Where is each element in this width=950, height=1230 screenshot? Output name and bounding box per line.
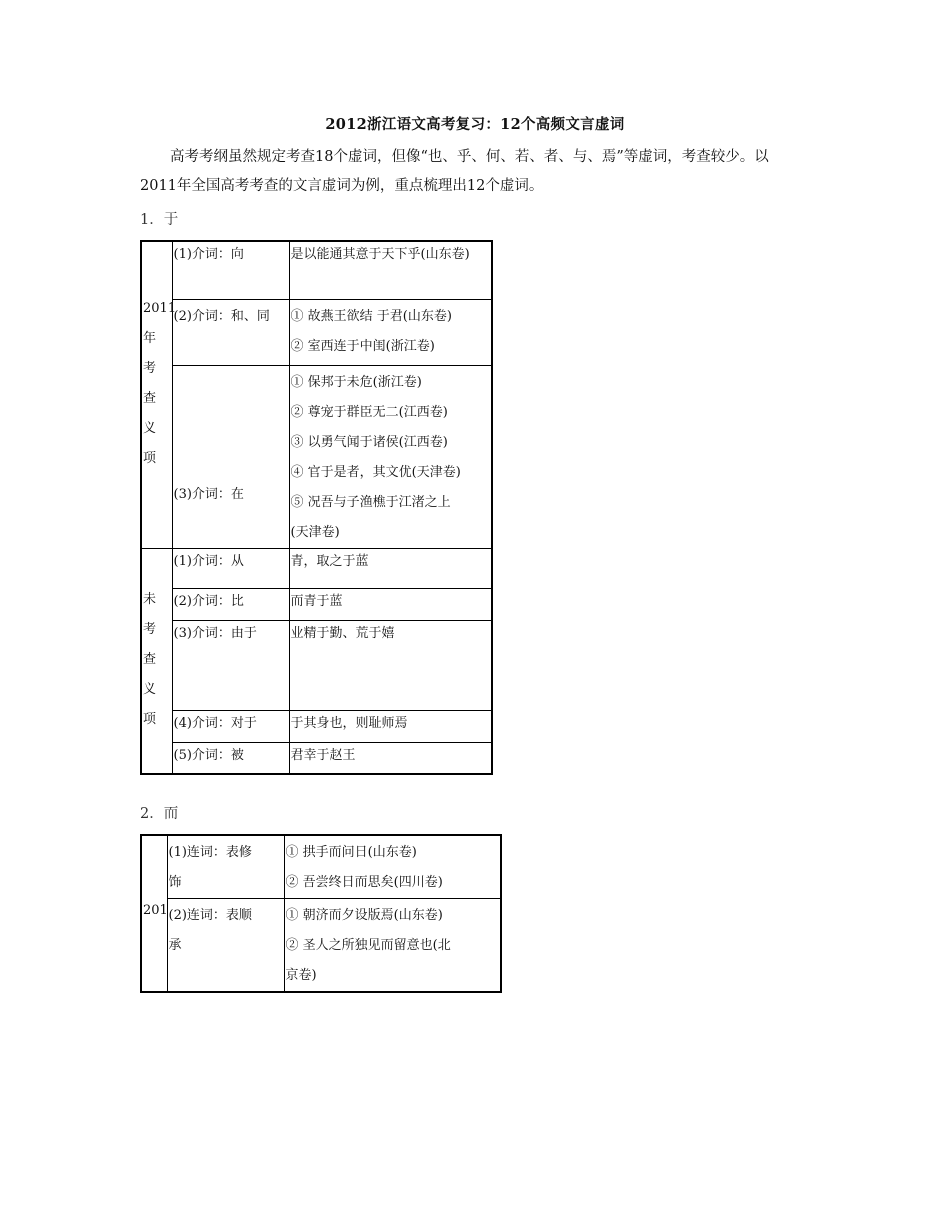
table-row <box>141 241 492 299</box>
group-label-untested: 未 考 查 义 项 <box>141 548 172 774</box>
example-cell: 青，取之于蓝 <box>289 548 492 588</box>
usage-cell: (3)介词：由于 <box>172 620 289 710</box>
usage-cell: (1)介词：从 <box>172 548 289 588</box>
table-yu <box>140 240 493 775</box>
table-row <box>141 548 492 588</box>
document-title: 2012浙江语文高考复习：12个高频文言虚词 <box>325 116 625 133</box>
example-cell: ① 朝济而夕设版焉(山东卷) ② 圣人之所独见而留意也(北 京卷) <box>284 899 501 993</box>
usage-cell: (4)介词：对于 <box>172 710 289 742</box>
usage-cell: (5)介词：被 <box>172 742 289 774</box>
usage-cell: (1)连词：表修 饰 <box>167 835 284 899</box>
example-cell: ① 保邦于未危(浙江卷) ② 尊宠于群臣无二(江西卷) ③ 以勇气闻于诸侯(江西卷) ④ 官于是者，其文优(天津卷) ⑤ 况吾与子渔樵于江渚之上 (天津卷) <box>289 365 492 548</box>
example-cell: 于其身也，则耻师焉 <box>289 710 492 742</box>
example-cell: ① 故燕王欲结 于君(山东卷) ② 室西连于中闺(浙江卷) <box>289 299 492 365</box>
section-heading-er: 2．而 <box>140 806 179 822</box>
table-row <box>141 835 501 899</box>
group-label-er: 201 <box>141 835 167 992</box>
example-cell: 是以能通其意于天下乎(山东卷) <box>289 241 492 299</box>
table-row <box>141 299 492 365</box>
intro-paragraph: 高考考纲虽然规定考查18个虚词，但像“也、乎、何、若、者、与、焉”等虚词，考查较少。以2011年全国高考考查的文言虚词为例，重点梳理出12个虚词。 <box>140 149 769 194</box>
usage-cell: (2)介词：和、同 <box>172 299 289 365</box>
table-row <box>141 588 492 620</box>
example-cell: 业精于勤、荒于嬉 <box>289 620 492 710</box>
example-cell: 君幸于赵王 <box>289 742 492 774</box>
section-heading-yu: 1．于 <box>140 212 179 228</box>
usage-cell: (3)介词：在 <box>172 365 289 548</box>
table-row <box>141 365 492 548</box>
group-label-tested: 2011 年 考 查 义 项 <box>141 241 172 548</box>
table-er <box>140 834 502 993</box>
example-cell: ① 拱手而问日(山东卷) ② 吾尝终日而思矣(四川卷) <box>284 835 501 899</box>
table-row <box>141 620 492 710</box>
table-row <box>141 899 501 993</box>
usage-cell: (2)介词：比 <box>172 588 289 620</box>
table-row <box>141 742 492 774</box>
example-cell: 而青于蓝 <box>289 588 492 620</box>
table-row <box>141 710 492 742</box>
usage-cell: (2)连词：表顺 承 <box>167 899 284 993</box>
usage-cell: (1)介词：向 <box>172 241 289 299</box>
